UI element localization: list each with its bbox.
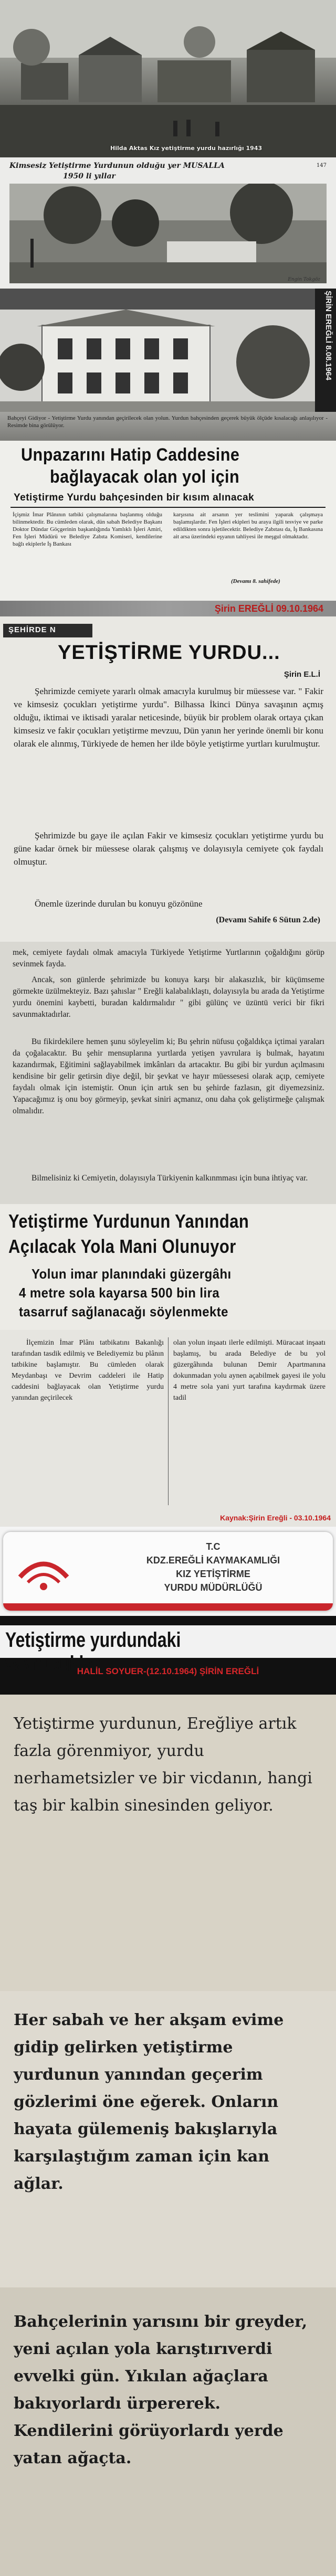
excerpt-text: Yetiştirme yurdunun, Ereğliye artık fazla görenmiyor, yurdu nerhametsizler ve bir vicdanın, hangi taş bir kalbin sinesinden geliyor.	[14, 1715, 312, 1815]
sub-headline: Yetiştirme Yurdu bahçesinden bir kısım alınacak	[14, 492, 255, 503]
divider	[10, 507, 326, 508]
building-photo-panel	[0, 289, 336, 441]
road-news-columns	[0, 1330, 336, 1527]
photo-caption: Hilda Aktas Kız yetiştirme yurdu hazırlığı 1943	[110, 145, 262, 152]
headline-line2: Açılacak Yola Mani Olunuyor	[8, 1236, 236, 1257]
headline-line1: Yetiştirme Yurdunun Yanından	[8, 1210, 249, 1232]
road-obstruction-headline	[0, 1204, 336, 1330]
cont-paragraph-1: mek, cemiyete faydalı olmak amacıyla Türkiyede Yetiştirme Yurtlarının çoğaldığını görüp sevinmek fayda.	[13, 948, 324, 968]
old-town-photo	[0, 0, 336, 157]
paragraph-3: Önemle üzerinde durulan bu konuyu gözönüne	[35, 899, 203, 909]
children-headline-panel	[0, 1616, 336, 1695]
sign-line-3: KIZ YETİŞTİRME	[176, 1569, 250, 1579]
excerpt-text: Her sabah ve her akşam evime gidip gelirken yetiştirme yurdunun yanından geçerim gözlerimi öne eğerek. Onların hayata gülemeniş bakışlarıyla karşılaştığım zaman için kan ağlar.	[14, 2011, 284, 2193]
sign-line-4: YURDU MÜDÜRLÜĞÜ	[164, 1582, 262, 1593]
date-tag: Şirin EREĞLİ 09.10.1964	[214, 603, 323, 614]
date-tag-strip	[0, 601, 336, 616]
musalla-photo	[9, 184, 327, 283]
paragraph-2: Şehrimizde bu gaye ile açılan Fakir ve kimsesiz çocukları yetiştirme yurdu bu güne kadar örnek bir müessese olarak çalışmış ve dolayısıyla cemiyete çok faydalı olmuştur.	[14, 831, 323, 867]
byline: Şirin E.L.İ	[284, 670, 320, 679]
photo-credit: Engin Tokgöz	[288, 277, 320, 282]
watermark-strip	[315, 289, 336, 412]
cont-paragraph-2: Ancak, son günlerde şehrimizde bu konuya karşı bir alakasızlık, bir küçümseme görmekte üzülmekteyiz. Bazı şahıslar " Ereğli kalabalıklaştı, dolayısıyla bu arada da Yetiştirme yurdu önemini kaybetti, buradan kaldırmalıdır " gibi gülünç ve üzüntü verici bir fikri savunmaktadırlar.	[13, 975, 324, 1019]
paragraph-1: Şehrimizde cemiyete yararlı olmak amacıyla kurulmuş bir müessese var. " Fakir ve kimsesiz çocukları yetiştirme yurdu". Bilhassa İkinci Dünya savaşının açmış olduğu, iktimai ve iktisadi yaralar neticesinde, büyük bir problem olarak ortaya çıkan kimsesiz ve fakir çocukları yetiştirme mevzuu, Dün yanın her yerinde önemli bir konu olarak ele alınmış, Türkiyede de hemen her ilde böyle yetiştirme yurtları kurulmuştur.	[14, 686, 323, 749]
author-date-tag: HALİL SOYUER-(12.10.1964) ŞİRİN EREĞLİ	[77, 1666, 259, 1676]
sub-line-3: tasarruf sağlanacağı söylenmekte	[19, 1304, 228, 1319]
road-news-article	[0, 441, 336, 601]
building-caption: Bahçeyi Gidiyor - Yetiştirme Yurdu yanından geçirilecek olan yolun. Yurdun bahçesinden geçerek büyük ölçüde kısalacağı anlaşılıyor - Resimde bina görülüyor.	[7, 415, 328, 429]
excerpt-text: Bahçelerinin yarısını bir greyder, yeni açılan yola karıştırıverdi evvelki gün. Yıkılan ağaçlara bakıyorlardı ürpererek. Kendilerini görüyorlardı yerde yatan ağaçta.	[14, 2313, 308, 2467]
column-article	[0, 616, 336, 942]
page-title-line1: Kimsesiz Yetiştirme Yurdunun olduğu yer MUSALLA	[9, 162, 225, 170]
column-continuation	[0, 942, 336, 1204]
cont-paragraph-3: Bu fikirdekilere hemen şunu söyleyelim ki; Bu şehrin nüfusu çoğaldıkça içtimai yaraları da çoğalacaktır. Bu şehir mensuplarına yurtlarda yetişen yavrulara iş bulmak, hayatını kazandırmak, Eğitimini sağlayabilmek imkânları da artacaktır. Bu gibi bir yurdun açılmasını kendisine bir gelir getirsin diye değil, bir şevkat ve hayır müessesesi olarak açıp, cemiyete faydalı olmak için istemiştir. Onun için artık sen bu şehirde fazlasın, git diyemezsiniz. Yapacağımız iş onu boy görmeyip, şevkat siniri açmanız, onu daha çok geliştirmeğe çalışmak olmalıdır.	[13, 1037, 324, 1115]
article-column-2: olan yolun inşaatı ilerle edilmişti. Müracaat inşaatı başlamış, bu arada Belediye de bu yol güzergâhında bulunan Demir Apartmanına dokunmadan yolu aynen açabilmek gayesi ile yolu 4 metre sola yani yurt tarafına kaydırmak üzere tadil	[173, 1339, 326, 1402]
ministry-logo	[15, 1546, 72, 1593]
continued-note: (Devamı 8. sahifede)	[231, 578, 280, 584]
sign-line-2: KDZ.EREĞLİ KAYMAKAMLIĞI	[146, 1555, 280, 1566]
headline-line1: Unpazarını Hatip Caddesine	[21, 445, 240, 465]
source-tag: Kaynak:Şirin Ereğli - 03.10.1964	[220, 1514, 331, 1522]
article-column-2: karşısına ait arsanın yer teslimini yaparak çalışmaya başlamışlardır. Fen İşleri ekipleri bu araya ilgili tesviye ve parke edildikten sonra işletilecektir. Belediye Zabıtası da, İş Bankasına ait arsa üzerindeki eşyanın tahliyesi ile meşgul olmaktadır.	[173, 512, 323, 540]
children-headline: Yetiştirme yurdundaki yavrucuklar	[5, 1628, 181, 1675]
photo-1943-preparation	[0, 0, 336, 157]
sign-line-1: T.C	[206, 1541, 220, 1552]
page-number: 147	[316, 163, 327, 168]
sub-line-1: Yolun imar planındaki güzergâhı	[32, 1266, 232, 1282]
headline-line2: bağlayacak olan yol için	[50, 467, 240, 487]
excerpt-1	[0, 1695, 336, 1991]
side-watermark: ŞİRİN EREĞLİ 8.08.1964	[324, 291, 333, 380]
sub-line-2: 4 metre sola kayarsa 500 bin lira	[19, 1285, 220, 1301]
column-divider	[168, 1337, 169, 1505]
page-title-line2: 1950 li yıllar	[63, 172, 116, 180]
article-column-1: İçişmiz İmar Plânının tatbiki çalışmalarına başlanmış olduğu bilinmektedir. Bu cümleden olarak, dün sabah Belediye Başkanı Doktor Dündar Göçgerinin başkanlığında Yamlıklı İşleri Amiri, Fen İşleri Müdürü ve Belediye Zabıta Komiseri, kendilerine bağlı ekiplerle İş Bankası	[13, 512, 162, 547]
article-column-1: İlçemizin İmar Plânı tatbikatını Bakanlığı tarafından tasdik edilmiş ve Belediyemiz bu plânın tatbikine başlamıştır. Bu cümleden olarak Meydanbaşı ve Devrim caddeleri ile Hatip caddesini bağlayacak olan Yetiştirme yurdu yanından geçirilecek	[12, 1339, 164, 1402]
musalla-photo-page	[0, 157, 336, 289]
column-headline: YETİŞTİRME YURDU...	[58, 642, 280, 664]
cont-paragraph-4: Bilmelisiniz ki Cemiyetin, dolayısıyla Türkiyenin kalkınmması için buna ihtiyaç var.	[32, 1174, 308, 1183]
institution-sign-photo	[0, 1527, 336, 1616]
continued-note: (Devamı Sahife 6 Sütun 2.de)	[216, 916, 320, 924]
excerpt-2	[0, 1991, 336, 2287]
section-tag: ŞEHİRDE N	[3, 624, 92, 637]
sign-board	[3, 1532, 333, 1611]
excerpt-3	[0, 2287, 336, 2576]
building-photo	[0, 289, 315, 412]
